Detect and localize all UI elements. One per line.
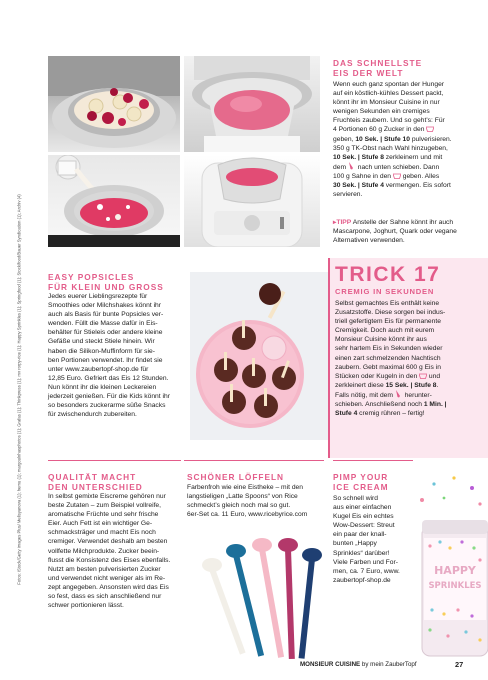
jar-label-sprinkles: SPRINKLES — [428, 581, 482, 591]
jar-label-happy: HAPPY — [434, 564, 476, 577]
section5-heading: SCHÖNER LÖFFELN — [187, 472, 285, 482]
photo-thermomix-berries-banana — [48, 56, 180, 152]
divider — [48, 460, 181, 461]
divider — [333, 460, 413, 461]
spatula-icon — [348, 162, 356, 168]
footer-brand: MONSIEUR CUISINE by mein ZauberTopf — [300, 661, 417, 668]
trick-divider — [328, 258, 330, 458]
section1-body: Wenn euch ganz spontan der Hunger auf ein köstlich-kühles Dessert packt, könnt ihr im Monsieur Cuisine in nur wenigen Sekunden ein cremiges Fruchteis zaubern. Und so geht’s: Für 4 Portionen 60 g Zucker in den geben, 10 Sek. | Stufe 10 pulverisieren. 350 g TK-Obst nach Wahl hinzugeben, 10 Sek. | Stufe 8 zerkleinern und mit dem nach unten schieben. Dann 100 g Sahne in den geben. Alles 30 Sek. | Stufe 4 vermengen. Eis sofort servieren. — [333, 81, 452, 199]
section2-heading: EASY POPSICLES FÜR KLEIN UND GROSS — [48, 272, 164, 292]
bowl-icon — [419, 373, 427, 379]
photo-credit: Fotos: iStock/Getty images Plus/ Melisyanova (1); hemu (1); margoulnhasphotos (1); Grafas (1); Thinkpress (1); mv rorpy-rice (1); Happy Sprinkles (1); Springfood (1); Stock/food/Bauer Syndication (1); Archiv (4) — [16, 194, 22, 585]
section1-tip: ▸TIPP Anstelle der Sahne könnt ihr auch Mascarpone, Joghurt, Quark oder vegane Alternativen verwenden. — [333, 219, 457, 245]
divider — [184, 460, 324, 461]
section5-body: Farbenfroh wie eine Eistheke – mit den langstieligen „Latte Spoons“ von Rice schmeckt’s gleich noch mal so gut. 6er-Set ca. 11 Euro, www.ricebyrice.com — [187, 484, 308, 519]
section4-heading: QUALITÄT MACHT DEN UNTERSCHIED — [48, 472, 143, 492]
photo-pouring-cream — [48, 155, 180, 247]
section1-heading: DAS SCHNELLSTE EIS DER WELT — [333, 58, 423, 78]
page-number: 27 — [455, 660, 464, 669]
section4-body: In selbst gemixte Eiscreme gehören nur beste Zutaten – zum Beispiel vollreife, aromatische Früchte und sehr frische Eier. Auch Fett ist ein wichtiger Ge- schmacksträger und macht Eis noch cremiger. Verwendet deshalb am besten vollfette Milchprodukte. Zucker beein- flusst die Konsistenz des Eises ebenfalls. Nutzt am besten pulverisierten Zucker und verwendet nicht weniger als im Re- zept angegeben. Ansonsten wird das Eis so fest, dass es sich anschließend nur schwer portionieren lässt. — [48, 493, 171, 610]
section2-body: Jedes euerer Lieblingsrezepte für Smoothies oder Milchshakes könnt ihr auch als Basis für bunte Popsicles ver- wenden. Füllt die Masse dafür in Eis- behälter für Stieleis oder andere kleine Gefäße und steckt Stiele hinein. Wir haben die Silikon-Muffinform für sie- ben Portionen verwendet. Ihr findet sie unter www.zaubertopf-shop.de für 12,85 Euro. Gefriert das Eis 12 Stunden. Nun könnt ihr die kleinen Leckereien jederzeit genießen. Für die Kids könnt ihr so besonders zuckerarme süße Snacks für zwischendurch zubereiten. — [48, 293, 170, 419]
trick-title: TRICK 17 — [335, 263, 441, 286]
photo-popsicles-mold — [190, 272, 328, 440]
photo-thermomix-machine — [184, 155, 320, 247]
photo-latte-spoons — [184, 525, 324, 663]
section6-heading: PIMP YOUR ICE CREAM — [333, 472, 389, 492]
trick-subtitle: CREMIG IN SEKUNDEN — [335, 287, 435, 296]
bowl-icon — [393, 173, 401, 179]
section6-body: So schnell wird aus einer einfachen Kugel Eis ein echtes Wow-Dessert: Streut ein paar der knall- bunten „Happy Sprinkles“ darüber! Viele Farben und For- men, ca. 7 Euro, www. zaubertopf-shop.de — [333, 495, 400, 584]
photo-happy-sprinkles-jar — [414, 470, 488, 660]
trick-body: Selbst gemachtes Eis enthält keine Zusatzstoffe. Diese sorgen bei indus- triell gefertigtem Eis für permanente Cremigkeit. Doch auch mit eurem Monsieur Cuisine könnt ihr aus sehr hartem Eis in Sekunden wieder einen zart schmelzenden Nachtisch zaubern. Gebt maximal 600 g Eis in Stücken oder Kugeln in den und zerkleinert diese 15 Sek. | Stufe 8. Falls nötig, mit dem herunter- schieben. Anschließend noch 1 Min. | Stufe 4 cremig rühren – fertig! — [335, 300, 447, 418]
tip-label: ▸TIPP — [333, 219, 352, 226]
photo-thermomix-pink-ice — [184, 56, 320, 152]
spatula-icon — [395, 390, 403, 396]
bowl-icon — [426, 126, 434, 132]
